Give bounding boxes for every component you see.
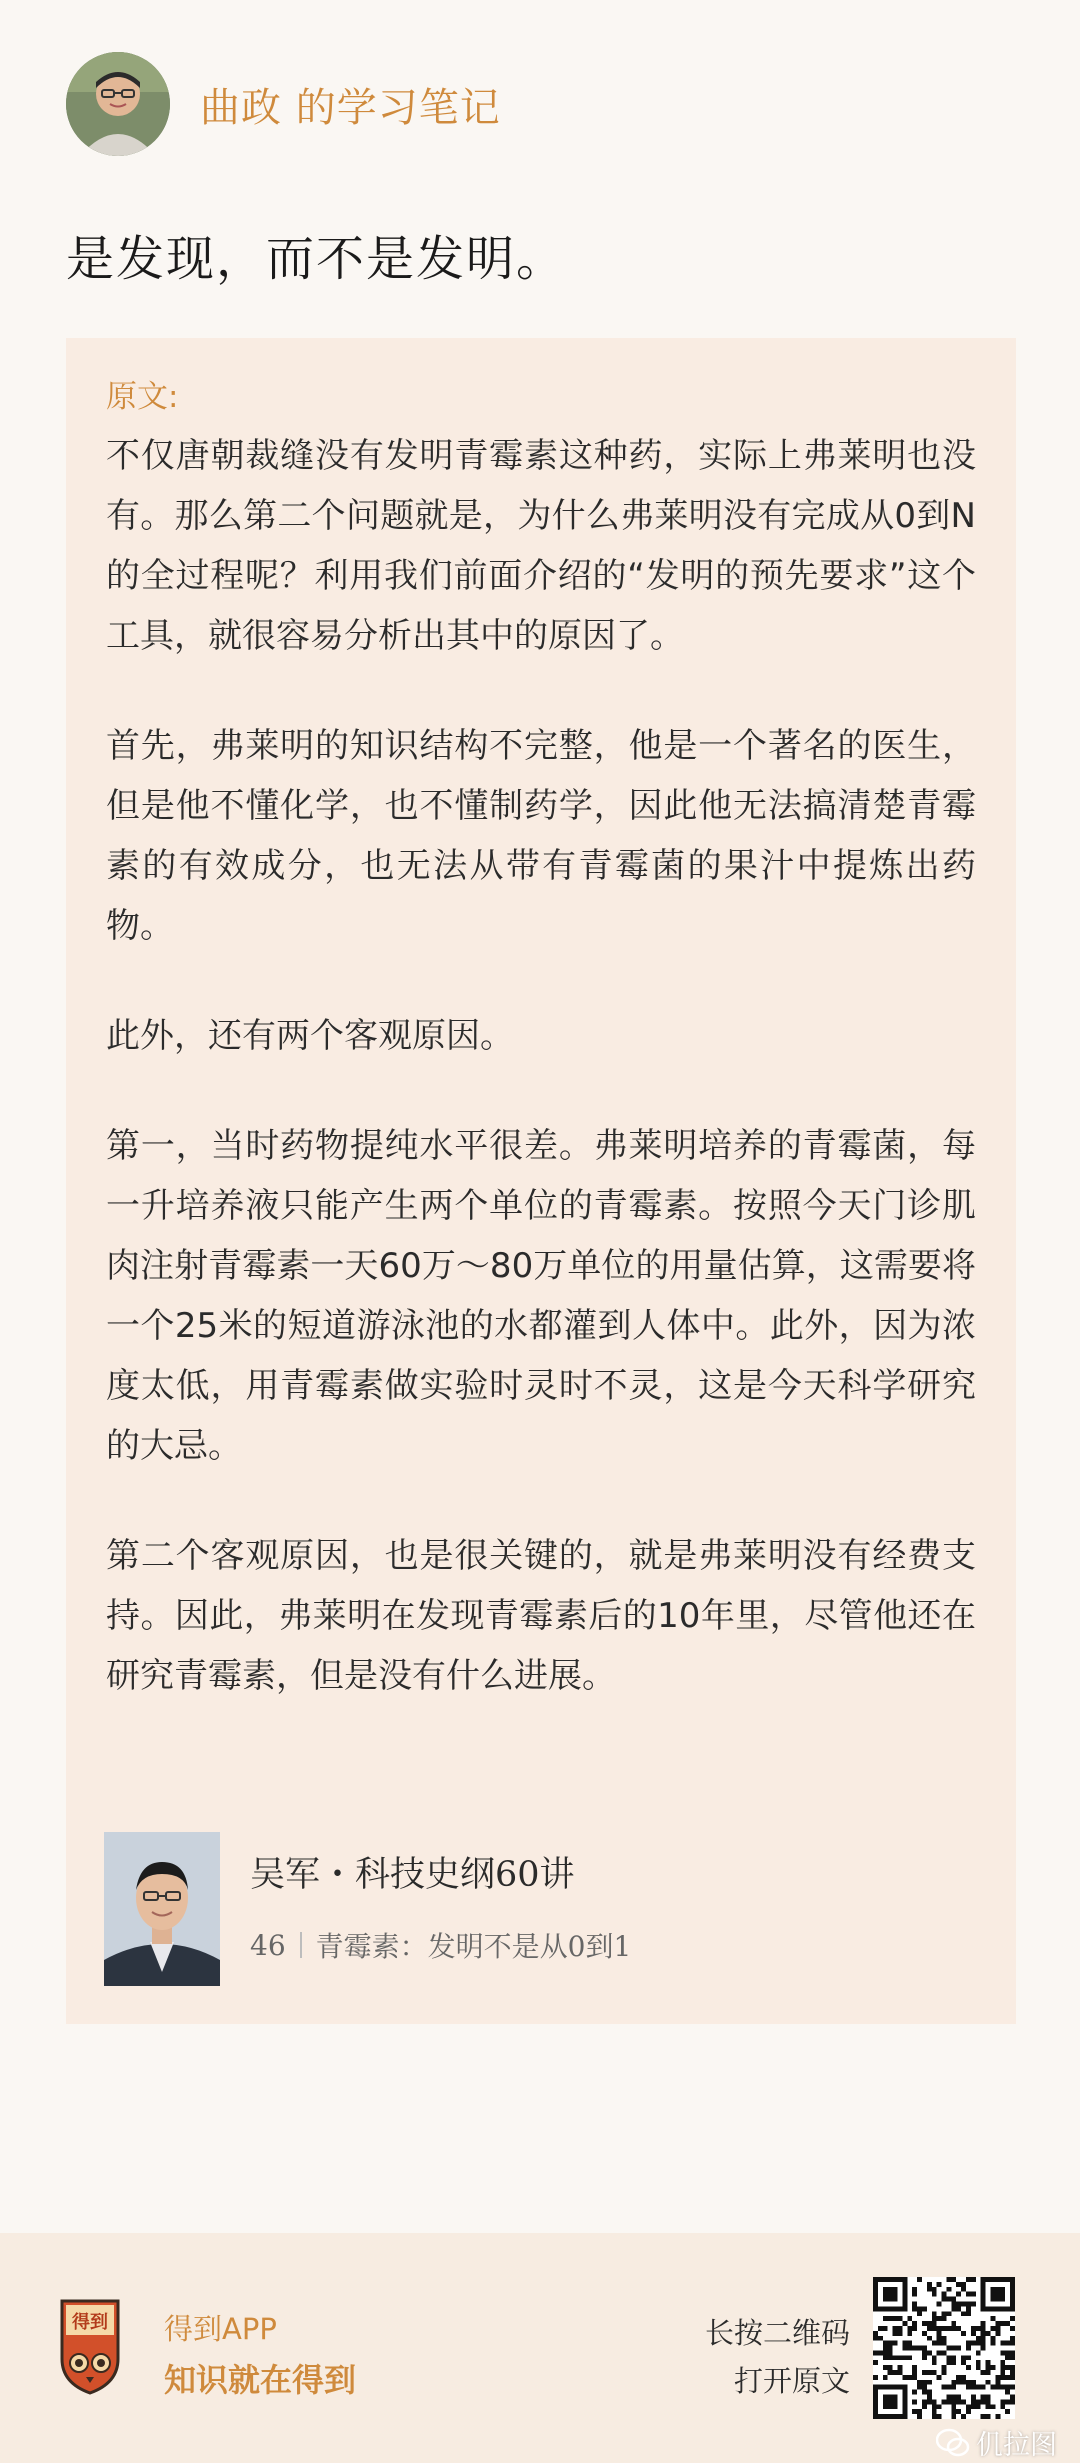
author-name[interactable]: 曲政 的学习笔记 bbox=[200, 84, 501, 131]
lesson-info bbox=[250, 1925, 631, 1965]
quote-paragraph: 不仅唐朝裁缝没有发明青霉素这种药，实际上弗莱明也没有。那么第二个问题就是，为什么弗莱明没有完成从0到N的全过程呢？利用我们前面介绍的“发明的预先要求”这个工具，就很容易分析出其中的原因了。 bbox=[106, 436, 976, 656]
teacher-avatar bbox=[104, 1832, 220, 1986]
quote-paragraph: 此外，还有两个客观原因。 bbox=[106, 1016, 514, 1056]
quote-label: 原文: bbox=[106, 379, 179, 415]
watermark-text: 仉拉图 bbox=[976, 2430, 1057, 2461]
quote-paragraph: 第二个客观原因，也是很关键的，就是弗莱明没有经费支持。因此，弗莱明在发现青霉素后的10年里，尽管他还在研究青霉素，但是没有什么进展。 bbox=[106, 1536, 976, 1696]
lesson-title: 青霉素：发明不是从0到1 bbox=[315, 1930, 632, 1963]
quote-paragraph: 第一，当时药物提纯水平很差。弗莱明培养的青霉菌，每一升培养液只能产生两个单位的青霉素。按照今天门诊肌肉注射青霉素一天60万～80万单位的用量估算，这需要将一个25米的短道游泳池的水都灌到人体中。此外，因为浓度太低，用青霉素做实验时灵时不灵，这是今天科学研究的大忌。 bbox=[106, 1126, 976, 1466]
qr-hint-line: 打开原文 bbox=[733, 2364, 850, 2398]
share-footer bbox=[0, 2233, 1080, 2463]
note-title: 是发现，而不是发明。 bbox=[66, 231, 567, 287]
course-reference[interactable] bbox=[104, 1832, 631, 1986]
course-name: 吴军・科技史纲60讲 bbox=[250, 1855, 575, 1895]
qr-hint bbox=[705, 2309, 850, 2405]
lesson-divider bbox=[300, 1932, 302, 1958]
logo-text: 得到 bbox=[72, 2312, 108, 2333]
quote-card bbox=[66, 338, 1016, 2024]
dedao-logo-icon bbox=[60, 2299, 120, 2395]
wechat-watermark bbox=[936, 2423, 1057, 2462]
qr-hint-line: 长按二维码 bbox=[704, 2316, 850, 2350]
quote-paragraph: 首先，弗莱明的知识结构不完整，他是一个著名的医生，但是他不懂化学，也不懂制药学，因此他无法搞清楚青霉素的有效成分，也无法从带有青霉菌的果汁中提炼出药物。 bbox=[106, 726, 976, 946]
user-avatar[interactable] bbox=[66, 52, 170, 156]
app-name: 得到APP bbox=[164, 2312, 277, 2346]
qr-code[interactable] bbox=[873, 2277, 1015, 2419]
lesson-number: 46 bbox=[250, 1928, 286, 1962]
app-slogan: 知识就在得到 bbox=[164, 2361, 357, 2399]
note-header bbox=[66, 52, 501, 156]
wechat-icon bbox=[936, 2428, 970, 2458]
